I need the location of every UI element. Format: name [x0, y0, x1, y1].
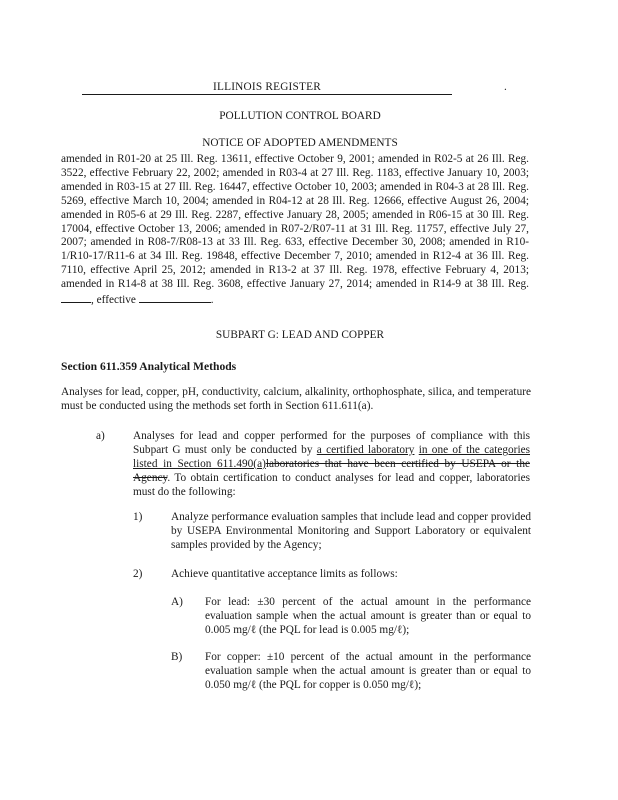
notice-title: NOTICE OF ADOPTED AMENDMENTS [202, 137, 398, 149]
item-2-text: Achieve quantitative acceptance limits as follows: [171, 568, 398, 580]
item-a-text [133, 430, 530, 500]
amendment-history: amended in R01-20 at 25 Ill. Reg. 13611, effective October 9, 2001; amended in R02-5 at 26 Ill. Reg. 3522, effective February 22, 2002; amended in R03-4 at 27 Ill. Reg. 1183, effective January 10, 2003; amended in R03-15 at 27 Ill. Reg. 16447, effective October 10, 2003; amended in R04-3 at 28 Ill. Reg. 5269, effective March 10, 2004; amended in R04-12 at 28 Ill. Reg. 12666, effective August 26, 2004; amended in R05-6 at 29 Ill. Reg. 2287, effective January 28, 2005; amended in R06-15 at 30 Ill. Reg. 17004, effective October 13, 2006; amended in R07-2/R07-11 at 31 Ill. Reg. 11757, effective July 27, 2007; amended in R08-7/R08-13 at 33 Ill. Reg. 633, effective December 30, 2008; amended in R10-1/R10-17/R11-6 at 34 Ill. Reg. 19848, effective December 7, 2010; amended in R12-4 at 36 Ill. Reg. 7110, effective April 25, 2012; amended in R13-2 at 37 Ill. Reg. 1978, effective February 4, 2013; amended in R14-8 at 38 Ill. Reg. 3608, effective January 27, 2014; amended in R14-9 at 38 Ill. Reg. , effective . [61, 153, 529, 307]
inserted-text-1: a certified laboratory [316, 443, 415, 456]
subpart-title: SUBPART G: LEAD AND COPPER [215, 329, 385, 341]
item-A-label: A) [171, 596, 183, 608]
struck-text: laboratories that have been certified by USEPA or the Agency [133, 457, 530, 484]
amendment-history-text: amended in R01-20 at 25 Ill. Reg. 13611, effective October 9, 2001; amended in R02-5 at 26 Ill. Reg. 3522, effective February 22, 2002; amended in R03-4 at 27 Ill. Reg. 1183, effective January 10, 2003; amended in R03-15 at 27 Ill. Reg. 16447, effective October 10, 2003; amended in R04-3 at 28 Ill. Reg. 5269, effective March 10, 2004; amended in R04-12 at 28 Ill. Reg. 12666, effective August 26, 2004; amended in R05-6 at 29 Ill. Reg. 2287, effective January 28, 2005; amended in R06-15 at 30 Ill. Reg. 17004, effective October 13, 2006; amended in R07-2/R07-11 at 31 Ill. Reg. 11757, effective July 27, 2007; amended in R08-7/R08-13 at 33 Ill. Reg. 633, effective December 30, 2008; amended in R10-1/R10-17/R11-6 at 34 Ill. Reg. 19848, effective December 7, 2010; amended in R12-4 at 36 Ill. Reg. 7110, effective April 25, 2012; amended in R13-2 at 37 Ill. Reg. 1978, effective February 4, 2013; amended in R14-8 at 38 Ill. Reg. 3608, effective January 27, 2014; amended in R14-9 at 38 Ill. Reg. [61, 153, 529, 291]
item-a-label: a) [96, 430, 105, 442]
item-2-label: 2) [133, 568, 143, 580]
effective-date-blank [139, 292, 211, 303]
item-1-label: 1) [133, 511, 143, 523]
effective-label: , effective [91, 294, 136, 307]
item-a-text-1: Analyses for lead and copper performed for the purposes of compliance with this Subpart G must only be conducted by [133, 430, 530, 456]
item-A-text: For lead: ±30 percent of the actual amount in the performance evaluation sample when the actual amount is greater than or equal to 0.005 mg/ℓ (the PQL for lead is 0.005 mg/ℓ); [205, 596, 531, 636]
item-B-label: B) [171, 651, 183, 663]
section-intro: Analyses for lead, copper, pH, conductivity, calcium, alkalinity, orthophosphate, silica, and temperature must be conducted using the methods set forth in Section 611.611(a). [61, 386, 531, 412]
item-1-text: Analyze performance evaluation samples that include lead and copper provided by USEPA Environmental Monitoring and Support Laboratory or equivalent samples provided by the Agency; [171, 511, 531, 551]
item-a-text-2: . To obtain certification to conduct analyses for lead and copper, laboratories must do the following: [133, 471, 530, 498]
volume-blank [61, 292, 91, 303]
board-name: POLLUTION CONTROL BOARD [219, 110, 381, 122]
inserted-text-2: in one of the categories listed in Section 611.490(a) [133, 443, 530, 470]
item-B-text: For copper: ±10 percent of the actual amount in the performance evaluation sample when the actual amount is greater than or equal to 0.050 mg/ℓ (the PQL for copper is 0.050 mg/ℓ); [205, 651, 531, 691]
header-mark: . [504, 81, 507, 93]
section-heading: Section 611.359 Analytical Methods [61, 360, 237, 373]
register-header: ILLINOIS REGISTER [82, 80, 452, 95]
